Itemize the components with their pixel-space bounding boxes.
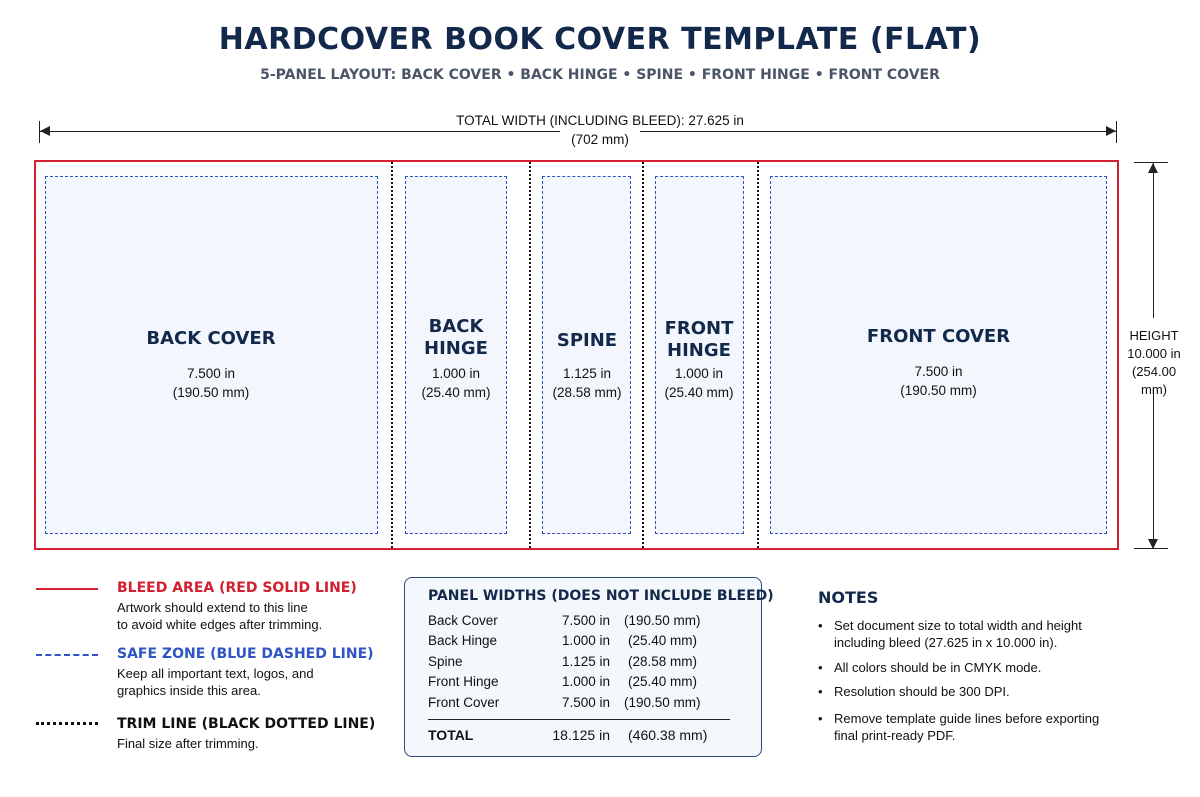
total-width-label <box>400 111 800 149</box>
trim-legend-swatch <box>36 722 98 725</box>
bleed-legend-swatch <box>36 588 98 590</box>
bullet-icon: • <box>818 684 823 699</box>
trim-line <box>757 162 759 548</box>
note-item: • All colors should be in CMYK mode. <box>818 660 1042 675</box>
table-row: Front Hinge 1.000 in (25.40 mm) <box>428 674 698 689</box>
trim-line <box>642 162 644 548</box>
safe-zone-legend-swatch <box>36 654 98 656</box>
trim-legend-description: Final size after trimming. <box>117 736 259 751</box>
front-cover-title: FRONT COVER <box>866 326 1011 347</box>
trim-line <box>529 162 531 548</box>
height-title: HEIGHT <box>1129 328 1179 343</box>
back-hinge-title: BACK HINGE <box>424 316 488 359</box>
spine-dimensions: 1.125 in (28.58 mm) <box>552 366 622 400</box>
trim-legend-title: TRIM LINE (BLACK DOTTED LINE) <box>117 716 376 732</box>
front-cover-safe-zone <box>770 176 1107 534</box>
page-title: HARDCOVER BOOK COVER TEMPLATE (FLAT) <box>218 22 982 57</box>
front-hinge-dimensions: 1.000 in (25.40 mm) <box>664 366 734 400</box>
dimension-tick <box>1116 121 1117 143</box>
notes-title: NOTES <box>818 588 879 607</box>
safe-zone-legend-description: Keep all important text, logos, and graphics inside this area. <box>117 666 314 698</box>
table-row: Back Hinge 1.000 in (25.40 mm) <box>428 633 698 648</box>
height-inches: 10.000 in <box>1127 346 1181 361</box>
bleed-legend-description: Artwork should extend to this line to avoid white edges after trimming. <box>117 600 323 632</box>
note-item: • Resolution should be 300 DPI. <box>818 684 1010 699</box>
back-cover-title: BACK COVER <box>146 328 276 349</box>
front-cover-dimensions: 7.500 in (190.50 mm) <box>900 364 977 398</box>
dimension-tick <box>1134 548 1168 549</box>
table-row: Front Cover 7.500 in (190.50 mm) <box>428 695 701 710</box>
dimension-tick <box>39 121 40 143</box>
total-width-inches: TOTAL WIDTH (INCLUDING BLEED): 27.625 in <box>456 113 744 128</box>
note-item: • Set document size to total width and height including bleed (27.625 in x 10.000 in). <box>818 618 1082 650</box>
page-subtitle: 5-PANEL LAYOUT: BACK COVER • BACK HINGE • SPINE • FRONT HINGE • FRONT COVER <box>260 67 940 83</box>
safe-zone-legend-title: SAFE ZONE (BLUE DASHED LINE) <box>117 646 374 662</box>
bullet-icon: • <box>818 711 823 726</box>
dimension-tick <box>1134 162 1168 163</box>
table-total-row: TOTAL 18.125 in (460.38 mm) <box>428 727 708 743</box>
panel-widths-table-title: PANEL WIDTHS (DOES NOT INCLUDE BLEED) <box>428 588 774 604</box>
back-hinge-dimensions: 1.000 in (25.40 mm) <box>421 366 491 400</box>
arrow-right-icon <box>1106 126 1116 136</box>
trim-line <box>391 162 393 548</box>
note-item: • Remove template guide lines before exporting final print-ready PDF. <box>818 711 1100 743</box>
arrow-left-icon <box>40 126 50 136</box>
front-hinge-title: FRONT HINGE <box>664 318 734 361</box>
bullet-icon: • <box>818 618 823 633</box>
arrow-up-icon <box>1148 163 1158 173</box>
height-mm: (254.00 mm) <box>1131 364 1177 397</box>
spine-title: SPINE <box>556 330 618 351</box>
table-divider <box>428 719 730 720</box>
total-width-mm: (702 mm) <box>571 132 629 147</box>
back-cover-safe-zone <box>45 176 378 534</box>
table-row: Spine 1.125 in (28.58 mm) <box>428 654 698 669</box>
height-label <box>1118 327 1190 399</box>
bleed-legend-title: BLEED AREA (RED SOLID LINE) <box>117 580 357 596</box>
table-row: Back Cover 7.500 in (190.50 mm) <box>428 613 701 628</box>
bullet-icon: • <box>818 660 823 675</box>
back-cover-dimensions: 7.500 in (190.50 mm) <box>172 366 250 400</box>
spine-safe-zone <box>542 176 631 534</box>
